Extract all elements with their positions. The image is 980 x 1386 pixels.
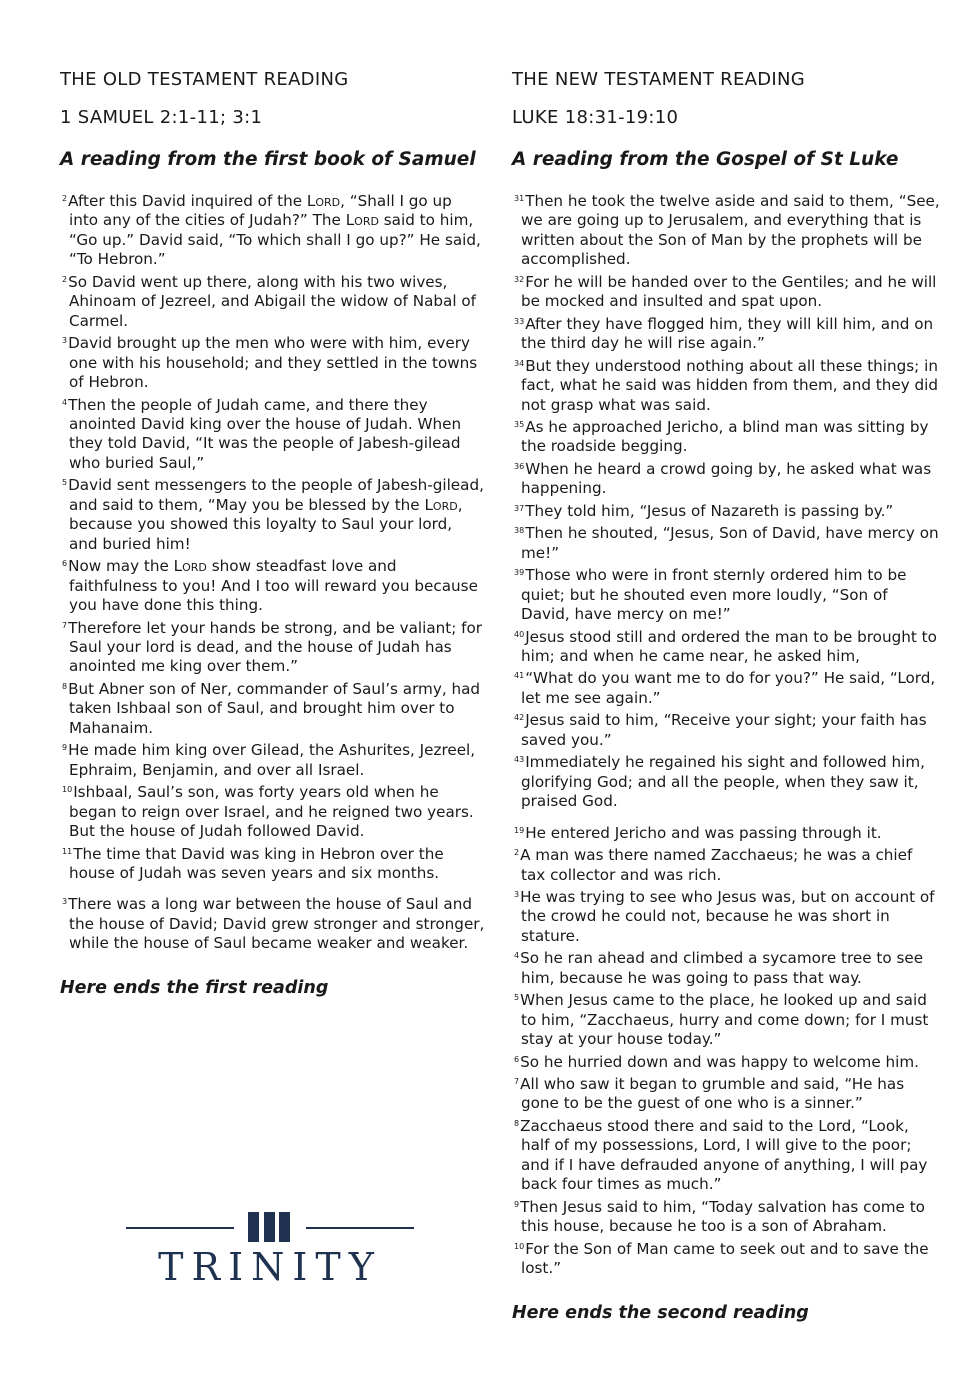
verse-number: 34 bbox=[514, 358, 525, 368]
verse-number: 35 bbox=[514, 419, 525, 429]
verse: $^3$He was trying to see who Jesus was, but on account of the crowd he could not, because he was short in stature. bbox=[514, 887, 935, 945]
verse: $^{43}$Immediately he regained his sight and followed him, glorifying God; and all the people, when they saw it, praised God. bbox=[514, 753, 925, 811]
verse-number: 3 bbox=[514, 889, 520, 899]
verse: $^5$When Jesus came to the place, he looked up and said to him, “Zacchaeus, hurry and come down; for I must stay at your house today.” bbox=[514, 991, 929, 1049]
verse: $^2$So David went up there, along with his two wives, Ahinoam of Jezreel, and Abigail the widow of Nabal of Carmel. bbox=[62, 272, 477, 330]
verse-number: 7 bbox=[514, 1077, 520, 1087]
verse: $^9$He made him king over Gilead, the Ashurites, Jezreel, Ephraim, Benjamin, and over all Israel. bbox=[62, 741, 476, 779]
old-testament-ending: Here ends the first reading bbox=[60, 977, 329, 998]
verse-number: 42 bbox=[514, 713, 525, 723]
verse-number: 38 bbox=[514, 526, 525, 536]
verse-number: 7 bbox=[62, 620, 68, 630]
verse-number: 31 bbox=[514, 194, 525, 203]
verse: $^{39}$Those who were in front sternly ordered him to be quiet; but he shouted even more loudly, “Son of David, have mercy on me!” bbox=[514, 566, 907, 624]
verse: $^{34}$But they understood nothing about all these things; in fact, what he said was hidden from them, and they did not grasp what was said. bbox=[514, 356, 939, 414]
verse-number: 33 bbox=[514, 316, 525, 326]
verse-number: 9 bbox=[62, 743, 68, 753]
new-testament-intro: A reading from the Gospel of St Luke bbox=[512, 149, 899, 170]
verse: $^4$So he ran ahead and climbed a sycamore tree to see him, because he was going to pass that way. bbox=[514, 949, 924, 987]
verse-number: 6 bbox=[62, 559, 68, 569]
verse-number: 43 bbox=[514, 755, 525, 765]
old-testament-column bbox=[60, 68, 485, 1000]
verse: $^{33}$After they have flogged him, they will kill him, and on the third day he will rise again.” bbox=[514, 314, 934, 353]
verse: $^{10}$For the Son of Man came to seek out and to save the lost.” bbox=[514, 1239, 929, 1278]
verse-number: 10 bbox=[514, 1241, 525, 1251]
verse-number: 2 bbox=[62, 194, 68, 203]
verse: $^{19}$He entered Jericho and was passing through it. bbox=[514, 823, 882, 842]
verse: $^{11}$The time that David was king in Hebron over the house of Judah was seven years and six months. bbox=[62, 844, 444, 882]
verse-number: 8 bbox=[514, 1118, 520, 1128]
verse: $^{37}$They told him, “Jesus of Nazareth is passing by.” bbox=[514, 501, 894, 520]
verse: $^7$Therefore let your hands be strong, and be valiant; for Saul your lord is dead, and the house of Judah has anointed me king over them.” bbox=[62, 618, 483, 676]
verse: $^2$After this David inquired of the Lord, “Shall I go up into any of the cities of Judah?” The Lord said to him, “Go up.” David said, “To which shall I go up?” He said, “To Hebron.” bbox=[62, 192, 481, 269]
verse-gap bbox=[60, 883, 485, 892]
verse: $^{42}$Jesus said to him, “Receive your sight; your faith has saved you.” bbox=[514, 711, 927, 749]
verse: $^8$But Abner son of Ner, commander of Saul’s army, had taken Ishbaal son of Saul, and brought him over to Mahanaim. bbox=[62, 679, 481, 737]
logo-right-rule bbox=[306, 1227, 414, 1229]
old-testament-intro: A reading from the first book of Samuel bbox=[60, 149, 476, 170]
verse: $^{10}$Ishbaal, Saul’s son, was forty years old when he began to reign over Israel, and he reigned two years. But the house of Judah followed David. bbox=[62, 783, 474, 841]
verse-number: 10 bbox=[62, 785, 73, 795]
three-bars-logo-icon bbox=[248, 1212, 290, 1242]
old-testament-reference: 1 SAMUEL 2:1-11; 3:1 bbox=[60, 107, 263, 128]
verse: $^{31}$Then he took the twelve aside and said to them, “See, we are going up to Jerusalem, and everything that is written about the Son of Man by the prophets will be accomplished. bbox=[514, 192, 940, 269]
verse-number: 5 bbox=[514, 993, 520, 1003]
verse-number: 37 bbox=[514, 503, 525, 513]
verse: $^{38}$Then he shouted, “Jesus, Son of David, have mercy on me!” bbox=[514, 524, 939, 562]
divine-name: Lord bbox=[345, 211, 379, 230]
old-testament-verses bbox=[60, 189, 485, 954]
verse: $^{40}$Jesus stood still and ordered the man to be brought to him; and when he came near, he asked him, bbox=[514, 627, 937, 665]
logo-left-rule bbox=[126, 1227, 234, 1229]
verse-number: 3 bbox=[62, 897, 68, 907]
verse: $^3$David brought up the men who were with him, every one with his household; and they settled in the towns of Hebron. bbox=[62, 334, 478, 392]
new-testament-verses bbox=[512, 189, 940, 1279]
new-testament-ending: Here ends the second reading bbox=[512, 1302, 809, 1323]
verse-number: 4 bbox=[62, 397, 68, 407]
verse-number: 11 bbox=[62, 846, 73, 856]
verse-number: 2 bbox=[62, 274, 68, 284]
verse-number: 40 bbox=[514, 629, 525, 639]
verse-number: 19 bbox=[514, 825, 525, 835]
verse: $^3$There was a long war between the house of Saul and the house of David; David grew stronger and stronger, while the house of Saul became weaker and weaker. bbox=[62, 895, 485, 953]
verse-number: 2 bbox=[514, 848, 520, 858]
verse: $^{36}$When he heard a crowd going by, he asked what was happening. bbox=[514, 459, 932, 498]
verse-number: 8 bbox=[62, 681, 68, 691]
old-testament-heading: THE OLD TESTAMENT READING bbox=[60, 69, 349, 90]
verse-number: 3 bbox=[62, 336, 68, 346]
divine-name: Lord bbox=[424, 495, 458, 514]
verse: $^{41}$“What do you want me to do for you?” He said, “Lord, let me see again.” bbox=[514, 669, 936, 707]
verse-number: 32 bbox=[514, 274, 525, 284]
verse: $^6$Now may the Lord show steadfast love and faithfulness to you! And I too will reward you because you have done this thing. bbox=[62, 557, 478, 615]
verse-number: 39 bbox=[514, 568, 525, 578]
verse-gap bbox=[512, 812, 940, 821]
trinity-logo bbox=[126, 1212, 414, 1288]
verse: $^7$All who saw it began to grumble and said, “He has gone to be the guest of one who is a sinner.” bbox=[514, 1075, 905, 1113]
new-testament-reference: LUKE 18:31-19:10 bbox=[512, 107, 679, 128]
divine-name: Lord bbox=[306, 192, 341, 210]
divine-name: Lord bbox=[173, 557, 207, 576]
new-testament-column bbox=[512, 68, 940, 1325]
verse-number: 4 bbox=[514, 951, 520, 961]
verse-number: 5 bbox=[62, 478, 68, 488]
verse: $^9$Then Jesus said to him, “Today salvation has come to this house, because he too is a son of Abraham. bbox=[514, 1197, 925, 1236]
verse: $^5$David sent messengers to the people of Jabesh-gilead, and said to them, “May you be blessed by the Lord, because you showed this loyalty to Saul your lord, and buried him! bbox=[62, 476, 484, 553]
verse: $^4$Then the people of Judah came, and there they anointed David king over the house of Judah. When they told David, “It was the people of Jabesh-gilead who buried Saul,” bbox=[62, 395, 462, 472]
verse-number: 9 bbox=[514, 1199, 520, 1209]
verse: $^6$So he hurried down and was happy to welcome him. bbox=[514, 1052, 919, 1071]
verse: $^2$A man was there named Zacchaeus; he was a chief tax collector and was rich. bbox=[514, 846, 913, 884]
verse: $^{32}$For he will be handed over to the Gentiles; and he will be mocked and insulted and spat upon. bbox=[514, 272, 937, 311]
verse: $^{35}$As he approached Jericho, a blind man was sitting by the roadside begging. bbox=[514, 417, 929, 456]
logo-wordmark: TRINITY bbox=[158, 1245, 382, 1289]
verse-number: 6 bbox=[514, 1054, 520, 1064]
verse: $^8$Zacchaeus stood there and said to the Lord, “Look, half of my possessions, Lord, I will give to the poor; and if I have defrauded anyone of anything, I will pay back four times as much.” bbox=[514, 1116, 928, 1194]
verse-number: 41 bbox=[514, 671, 525, 681]
verse-number: 36 bbox=[514, 461, 525, 471]
new-testament-heading: THE NEW TESTAMENT READING bbox=[512, 69, 806, 90]
